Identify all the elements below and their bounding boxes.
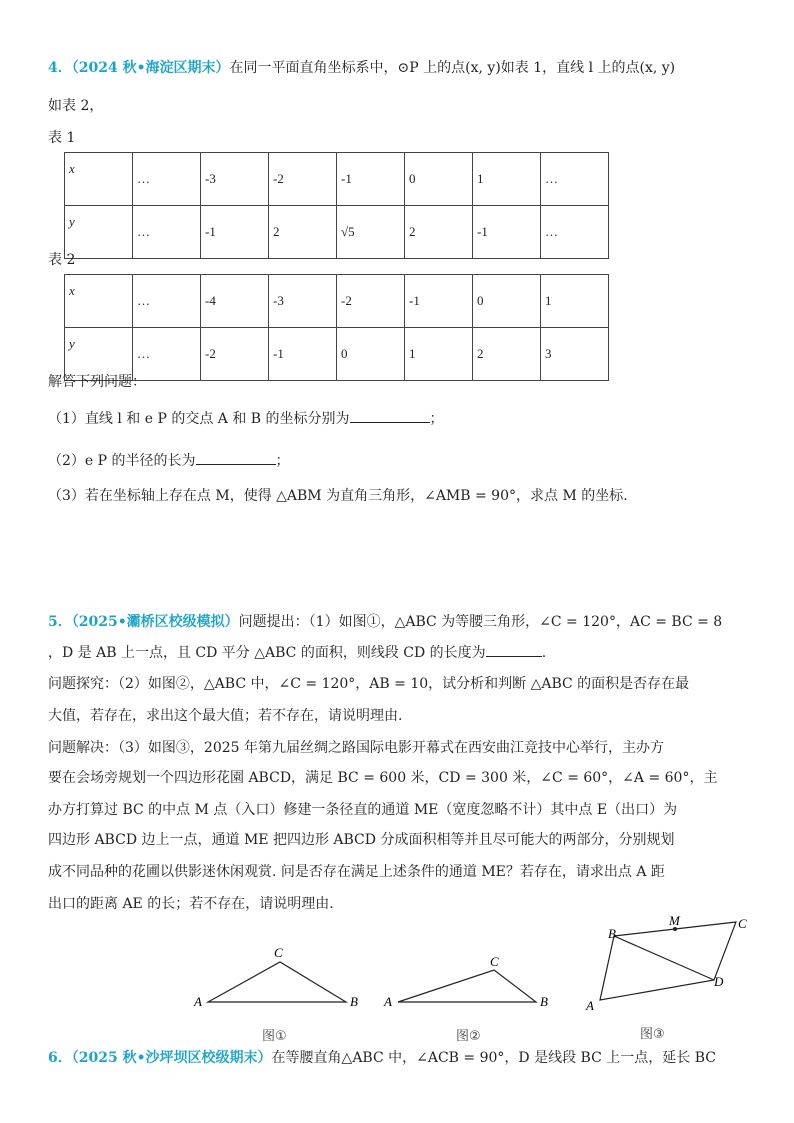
figure-3-caption: 图③ (640, 1027, 665, 1042)
table1-cell: … (541, 206, 609, 259)
label-b: B (540, 994, 548, 1009)
q6-line1 (48, 1048, 716, 1068)
table2-cell: 1 (405, 328, 473, 381)
table1-cell: y (65, 206, 133, 259)
table2-title: 表 2 (48, 252, 76, 268)
triangle-abc (208, 962, 346, 1002)
table2-cell: 3 (541, 328, 609, 381)
q5-line8: 四边形 ABCD 边上一点，通道 ME 把四边形 ABCD 分成面积相等并且尽可能大的两部分，分别规划 (48, 832, 675, 848)
table2-cell: 0 (337, 328, 405, 381)
q5-line6: 要在会场旁规划一个四边形花園 ABCD，满足 BC = 600 米，CD = 300 米，∠C = 60°，∠A = 60°，主 (48, 770, 718, 786)
table2-cell: -2 (337, 275, 405, 328)
q5-text-2: ，D 是 AB 上一点，且 CD 平分 △ABC 的面积，则线段 CD 的长度为 (48, 645, 486, 661)
q4-sub1-text: （1）直线 l 和 e P 的交点 A 和 B 的坐标分别为 (48, 411, 350, 427)
table1-cell: … (133, 206, 201, 259)
q6-number: 6． (48, 1050, 72, 1066)
q5-number: 5． (48, 614, 72, 630)
q5-line2 (48, 642, 546, 663)
q4-source: （2024 秋•海淀区期末） (71, 60, 230, 76)
q5-text-1: 问题提出：（1）如图①，△ABC 为等腰三角形，∠C = 120°，AC = BC = 8 (238, 614, 723, 630)
answer-blank (196, 450, 276, 465)
q4-number: 4． (48, 60, 72, 76)
table1-cell: -2 (269, 153, 337, 206)
q4-header (48, 58, 675, 78)
answer-blank (350, 408, 430, 423)
table1-title: 表 1 (48, 130, 76, 146)
figure-1 (188, 940, 368, 1050)
figure-1-caption: 图① (262, 1029, 287, 1044)
q5-text-2-end: . (541, 645, 547, 661)
table1-row-y (65, 206, 609, 259)
q4-sub1 (48, 408, 444, 429)
table2-row-y (65, 328, 609, 381)
table2-cell: -1 (269, 328, 337, 381)
table2-row-x (65, 275, 609, 328)
q5-line3: 问题探究：（2）如图②，△ABC 中，∠C = 120°，AB = 10，试分析和判断 △ABC 的面积是否存在最 (48, 676, 690, 692)
label-a: A (586, 998, 594, 1013)
table2-cell: 1 (541, 275, 609, 328)
table1-cell: … (133, 153, 201, 206)
q6-text: 在等腰直角△ABC 中，∠ACB = 90°，D 是线段 BC 上一点，延长 BC (271, 1050, 716, 1066)
label-c: C (274, 945, 283, 960)
table1-cell: 2 (269, 206, 337, 259)
table2-cell: x (65, 275, 133, 328)
table2-cell: 2 (473, 328, 541, 381)
table2-cell: … (133, 275, 201, 328)
q5-line10: 出口的距离 AE 的长；若不存在，请说明理由. (48, 896, 334, 912)
label-a: A (384, 994, 392, 1009)
table1-cell: -1 (337, 153, 405, 206)
table2-cell: -3 (269, 275, 337, 328)
table2-cell: … (133, 328, 201, 381)
q5-line4: 大值，若存在，求出这个最大值；若不存在，请说明理由. (48, 708, 403, 724)
table1-cell: -1 (473, 206, 541, 259)
q4-sub3: （3）若在坐标轴上存在点 M，使得 △ABM 为直角三角形，∠AMB = 90°，求点 M 的坐标. (48, 488, 628, 504)
table1-cell: 0 (405, 153, 473, 206)
q4-answer-intro: 解答下列问题： (48, 374, 146, 390)
q4-stem-1: 在同一平面直角坐标系中，⊙P 上的点(x, y)如表 1，直线 l 上的点(x, y) (229, 60, 676, 76)
table2-cell: -1 (405, 275, 473, 328)
figure-2 (378, 940, 558, 1050)
table1-cell: … (541, 153, 609, 206)
table1 (64, 152, 609, 259)
q4-sub2-text: （2）e P 的半径的长为 (48, 453, 196, 469)
table2-cell: y (65, 328, 133, 381)
figure-3 (578, 910, 758, 1050)
triangle-abc (398, 970, 536, 1002)
label-a: A (194, 994, 202, 1009)
label-c: C (490, 954, 499, 969)
table1-cell: √5 (337, 206, 405, 259)
table1-cell: 2 (405, 206, 473, 259)
label-m: M (669, 913, 680, 928)
q5-line9: 成不同品种的花圃以供影迷休闲观赏. 问是否存在满足上述条件的通道 ME？若存在，请求出点 A 距 (48, 864, 665, 880)
table1-cell: -1 (201, 206, 269, 259)
table1-cell: 1 (473, 153, 541, 206)
q4-sub1-end: ； (429, 411, 444, 427)
table1-cell: -3 (201, 153, 269, 206)
table1-cell: x (65, 153, 133, 206)
q5-line1 (48, 612, 722, 632)
table2 (64, 274, 609, 381)
q4-stem-2: 如表 2， (48, 98, 104, 114)
q4-sub2 (48, 450, 290, 471)
table2-cell: -2 (201, 328, 269, 381)
table2-cell: -4 (201, 275, 269, 328)
q5-source: （2025•灞桥区校级模拟） (71, 614, 239, 630)
label-b: B (350, 994, 358, 1009)
figure-2-caption: 图② (456, 1029, 481, 1044)
q4-sub2-end: ； (275, 453, 290, 469)
label-c: C (738, 916, 747, 931)
table1-row-x (65, 153, 609, 206)
q6-source: （2025 秋•沙坪坝区校级期末） (71, 1050, 272, 1066)
diagonal-bd (614, 936, 714, 980)
table2-cell: 0 (473, 275, 541, 328)
q5-line7: 办方打算过 BC 的中点 M 点（入口）修建一条径直的通道 ME（宽度忽略不计）其中点 E（出口）为 (48, 802, 678, 818)
q5-line5: 问题解决：（3）如图③，2025 年第九届丝绸之路国际电影开幕式在西安曲江竞技中心举行，主办方 (48, 740, 664, 756)
answer-blank (486, 642, 542, 657)
label-b: B (608, 926, 616, 941)
label-d: D (714, 974, 724, 989)
